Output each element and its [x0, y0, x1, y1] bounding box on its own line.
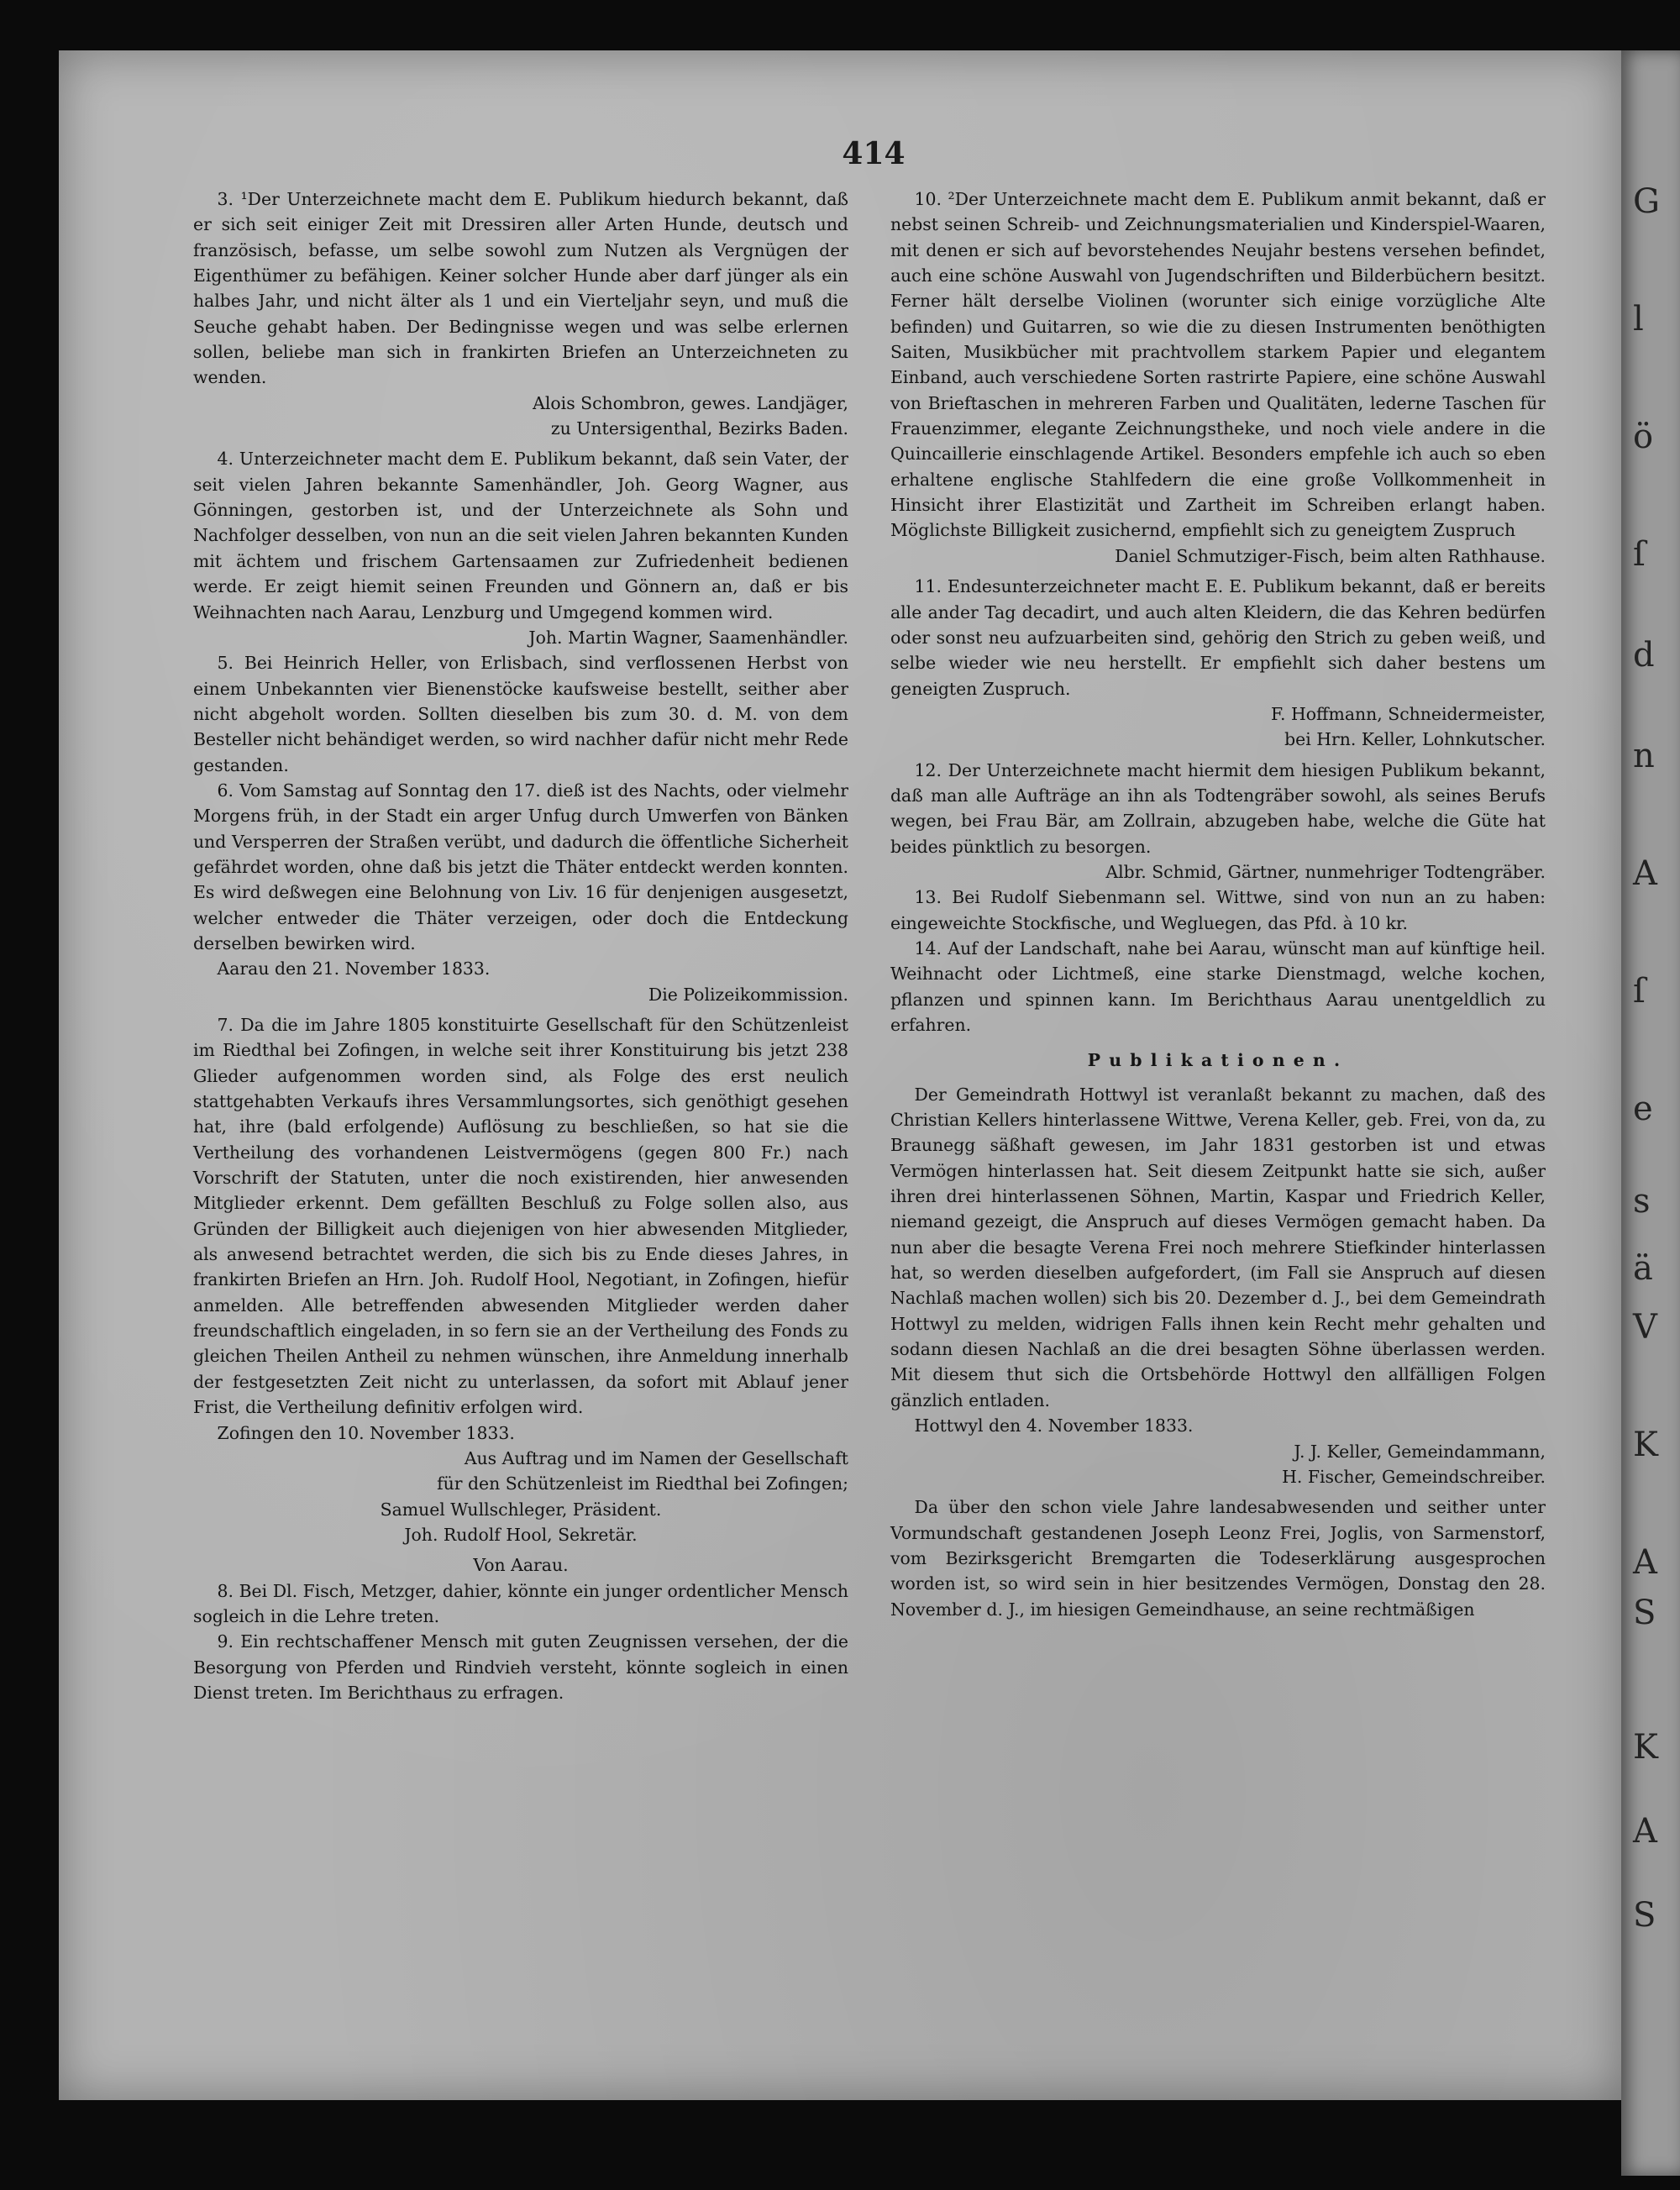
notice-12-text: 12. Der Unterzeichnete macht hiermit dem hiesigen Publikum bekannt, daß man alle Aufträge an ihn als Todtengräber sowohl, als seines Berufs wegen, bei Frau Bär, am Zollrain, abzugeben habe, welche die Güte hat beides pünktlich zu besorgen.	[890, 759, 1546, 857]
strip-glyph: G	[1633, 182, 1660, 221]
strip-glyph: K	[1633, 1728, 1658, 1767]
notice-7-date: Zofingen den 10. November 1833.	[217, 1422, 515, 1443]
section-heading-von-aarau: Von Aarau.	[473, 1555, 569, 1576]
notice-8-text: 8. Bei Dl. Fisch, Metzger, dahier, könnte ein junger ordentlicher Mensch sogleich in die Lehre treten.	[193, 1580, 848, 1626]
notice-7-text: 7. Da die im Jahre 1805 konstituirte Gesellschaft für den Schützenleist im Riedthal bei Zofingen, in welche seit ihrer Konstituirung bis jetzt 238 Glieder aufgenommen worden sind, als Folge des erst neulich stattgehabten Verkaufs ihres Versammlungsortes, sich genöthigt gesehen hat, ihre (bald erfolgende) Auflösung zu beschließen, so hat sie die Vertheilung des vorhandenen Leistvermögens (gegen 800 Fr.) nach Vorschrift der Statuten, unter die noch existirenden, hier anwesenden Mitglieder erkennt. Dem gefällten Beschluß zu Folge sollen also, aus Gründen der Billigkeit auch diejenigen von hier abwesenden Mitglieder, als anwesend betrachtet werden, die sich bis zu Ende dieses Jahres, in frankirten Briefen an Hrn. Joh. Rudolf Hool, Negotiant, in Zofingen, hiefür anmelden. Alle betreffenden abwesenden Mitglieder werden daher freundschaftlich eingeladen, in so fern sie an der Vertheilung des Fonds zu gleichen Theilen Antheil zu nehmen wünschen, ihre Anmeldung innerhalb der festgesetzten Zeit nicht zu unterlassen, da sofort mit Ablauf jener Frist, die Vertheilung definitiv erfolgen wird.	[193, 1015, 848, 1418]
strip-glyph: K	[1633, 1426, 1658, 1464]
notice-9-text: 9. Ein rechtschaffener Mensch mit guten Zeugnissen versehen, der die Besorgung von Pferden und Rindvieh versteht, könnte sogleich in einen Dienst treten. Im Berichthaus zu erfragen.	[193, 1631, 848, 1703]
strip-glyph: d	[1633, 636, 1655, 675]
notice-11-signature-address: bei Hrn. Keller, Lohnkutscher.	[1284, 729, 1546, 750]
strip-glyph: V	[1633, 1308, 1657, 1347]
notice-3-signature-name: Alois Schombron, gewes. Landjäger,	[533, 392, 848, 413]
strip-glyph: S	[1633, 1896, 1656, 1935]
notice-12-signature: Albr. Schmid, Gärtner, nunmehriger Todtengräber.	[1105, 861, 1546, 882]
strip-glyph: e	[1633, 1090, 1653, 1128]
strip-glyph: ſ	[1633, 535, 1646, 574]
publication-2-text: Da über den schon viele Jahre landesabwesenden und seither unter Vormundschaft gestandenen Joseph Leonz Frei, Joglis, von Sarmenstorf, vom Bezirksgericht Bremgarten die Todeserklärung ausgesprochen worden ist, so wird sein in hier besitzendes Vermögen, Donstag den 28. November d. J., im hiesigen Gemeindhause, an seine rechtmäßigen	[890, 1497, 1546, 1620]
right-column	[890, 186, 1546, 1622]
notice-3-signature-place: zu Untersigenthal, Bezirks Baden.	[550, 418, 848, 439]
notice-14-text: 14. Auf der Landschaft, nahe bei Aarau, wünscht man auf künftige heil. Weihnacht oder Lichtmeß, eine starke Dienstmagd, welche kochen, pflanzen und spinnen kann. Im Berichthaus Aarau unentgeldlich zu erfahren.	[890, 937, 1546, 1035]
notice-6-text: 6. Vom Samstag auf Sonntag den 17. dieß ist des Nachts, oder vielmehr Morgens früh, in der Stadt ein arger Unfug durch Umwerfen von Bänken und Versperren der Straßen verübt, und dadurch die öffentliche Sicherheit gefährdet worden, ohne daß bis jetzt die Thäter entdeckt werden konnten. Es wird deßwegen eine Belohnung von Liv. 16 für denjenigen ausgesetzt, welcher entweder die Thäter verzeigen, oder doch die Entdeckung derselben bewirken wird.	[193, 780, 848, 953]
strip-glyph: S	[1633, 1594, 1656, 1632]
left-column	[193, 186, 848, 1705]
strip-glyph: ä	[1633, 1249, 1653, 1288]
strip-glyph: l	[1633, 300, 1644, 339]
section-heading-publikationen: Publikationen.	[1087, 1050, 1349, 1071]
notice-3-text: 3. ¹Der Unterzeichnete macht dem E. Publikum hiedurch bekannt, daß er sich seit einiger Zeit mit Dressiren aller Arten Hunde, deutsch und französisch, befasse, um selbe sowohl zum Nutzen als Vergnügen der Eigenthümer zu befähigen. Keiner solcher Hunde aber darf jünger als ein halbes Jahr, und nicht älter als 1 und ein Vierteljahr seyn, und muß die Seuche gehabt haben. Der Bedingnisse wegen und was selbe erlernen sollen, beliebe man sich in frankirten Briefen an Unterzeichneten zu wenden.	[193, 189, 848, 388]
strip-glyph: A	[1633, 1812, 1657, 1851]
publication-1-date: Hottwyl den 4. November 1833.	[914, 1415, 1194, 1436]
strip-glyph: n	[1633, 737, 1655, 775]
notice-4-text: 4. Unterzeichneter macht dem E. Publikum bekannt, daß sein Vater, der seit vielen Jahren bekannte Samenhändler, Joh. Georg Wagner, aus Gönningen, gestorben ist, und der Unterzeichnete als Sohn und Nachfolger desselben, von nun an die seit vielen Jahren bekannten Kunden mit ächtem und frischem Gartensaamen zur Zufriedenheit bedienen werde. Er zeigt hiemit seinen Freunden und Gönnern an, daß er bis Weihnachten nach Aarau, Lenzburg und Umgegend kommen wird.	[193, 449, 848, 622]
notice-10-text: 10. ²Der Unterzeichnete macht dem E. Publikum anmit bekannt, daß er nebst seinen Schreib- und Zeichnungsmaterialien und Kinderspiel-Waaren, mit denen er sich auf bevorstehendes Neujahr bestens versehen befindet, auch eine schöne Auswahl von Jugendschriften und Bilderbüchern besitzt. Ferner hält derselbe Violinen (worunter sich einige vorzügliche Alte befinden) und Guitarren, so wie die zu diesen Instrumenten benöthigten Saiten, Musikbücher mit prachtvollem starkem Papier und elegantem Einband, auch verschiedene Sorten rastrirte Papiere, eine schöne Auswahl von Brieftaschen in mehreren Farben und Qualitäten, lederne Taschen für Frauenzimmer, elegante Zeichnungstheke, und noch viele andere in die Quincaillerie einschlagende Artikel. Besonders empfehle ich auch so eben erhaltene englische Stahlfedern die eine große Vollkommenheit in Hinsicht ihrer Elastizität und Zartheit im Schreiben erlangt haben. Möglichste Billigkeit zusichernd, empfiehlt sich zu geneigtem Zuspruch	[890, 189, 1546, 541]
notice-11-signature-name: F. Hoffmann, Schneidermeister,	[1271, 703, 1546, 724]
page-number: 414	[842, 136, 906, 171]
notice-7-signature-line-2: für den Schützenleist im Riedthal bei Zofingen;	[437, 1473, 848, 1494]
notice-6-date: Aarau den 21. November 1833.	[217, 958, 491, 979]
notice-7-signature-secretary: Joh. Rudolf Hool, Sekretär.	[404, 1524, 638, 1545]
strip-glyph: ſ	[1633, 972, 1646, 1011]
strip-glyph: A	[1633, 854, 1657, 893]
strip-glyph: ö	[1633, 418, 1654, 456]
notice-5-text: 5. Bei Heinrich Heller, von Erlisbach, sind verflossenen Herbst von einem Unbekannten vier Bienenstöcke kaufsweise bestellt, seither aber nicht abgeholt worden. Sollten dieselben bis zum 30. d. M. von dem Besteller nicht behändiget werden, so wird nachher dafür nicht mehr Rede gestanden.	[193, 653, 848, 775]
notice-6-signature: Die Polizeikommission.	[648, 984, 848, 1005]
notice-11-text: 11. Endesunterzeichneter macht E. E. Publikum bekannt, daß er bereits alle ander Tag decadirt, und auch alten Kleidern, die das Kehren bedürfen oder sonst neu aufzuarbeiten sind, gehörig den Strich zu geben weiß, und selbe wieder wie neu herstellt. Er empfiehlt sich daher bestens um geneigten Zuspruch.	[890, 576, 1546, 699]
publication-1-text: Der Gemeindrath Hottwyl ist veranlaßt bekannt zu machen, daß des Christian Kellers hinterlassene Wittwe, Verena Keller, geb. Frei, von da, zu Braunegg säßhaft gewesen, im Jahr 1831 gestorben ist und etwas Vermögen hinterlassen hat. Seit diesem Zeitpunkt hatte sie sich, außer ihren drei hinterlassenen Söhnen, Martin, Kaspar und Friedrich Keller, niemand gezeigt, die Anspruch auf dieses Vermögen gemacht haben. Da nun aber die besagte Verena Frei noch mehrere Stiefkinder hinterlassen hat, so werden dieselben aufgefordert, (im Fall sie Anspruch auf diesen Nachlaß machen wollen) sich bis 20. Dezember d. J., bei dem Gemeindrath Hottwyl zu melden, widrigen Falls ihnen kein Recht mehr gehalten und sodann diesen Nachlaß an die drei besagten Söhne überlassen werden. Mit diesem thut sich die Ortsbehörde Hottwyl den allfälligen Folgen gänzlich entladen.	[890, 1084, 1546, 1410]
strip-glyph: s	[1633, 1182, 1651, 1221]
notice-7-signature-president: Samuel Wullschleger, Präsident.	[380, 1499, 662, 1520]
notice-4-signature: Joh. Martin Wagner, Saamenhändler.	[528, 627, 848, 648]
notice-10-signature: Daniel Schmutziger-Fisch, beim alten Rathhause.	[1115, 545, 1546, 566]
publication-1-signature-mayor: J. J. Keller, Gemeindammann,	[1294, 1441, 1546, 1462]
notice-13-text: 13. Bei Rudolf Siebenmann sel. Wittwe, sind von nun an zu haben: eingeweichte Stockfische, und Wegluegen, das Pfd. à 10 kr.	[890, 887, 1546, 933]
adjacent-page-strip	[1621, 50, 1680, 2176]
notice-7-signature-line-1: Aus Auftrag und im Namen der Gesellschaft	[464, 1447, 848, 1468]
publication-1-signature-clerk: H. Fischer, Gemeindschreiber.	[1282, 1466, 1546, 1487]
strip-glyph: A	[1633, 1543, 1657, 1582]
